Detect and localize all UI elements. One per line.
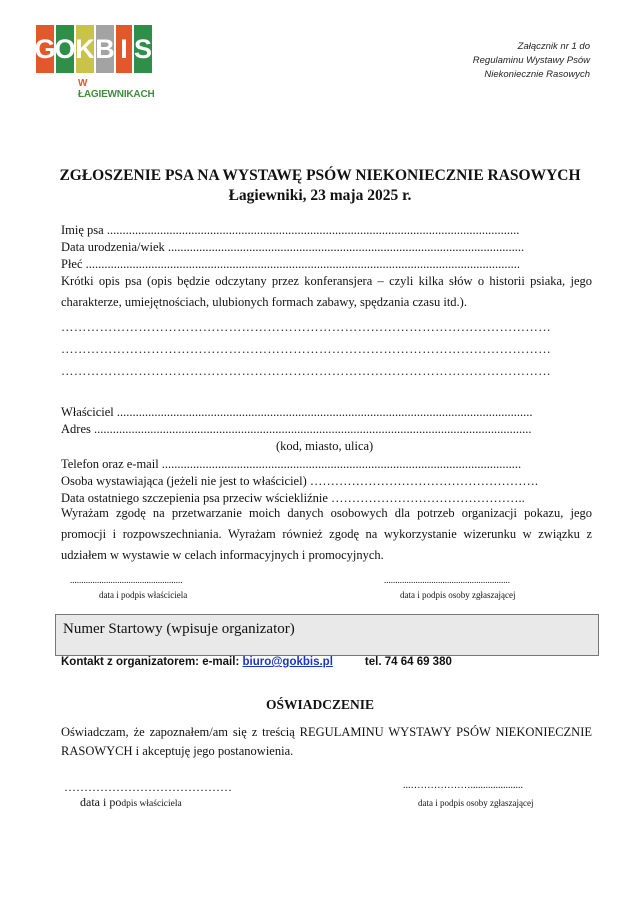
consent-text: Wyrażam zgodę na przetwarzanie moich danych osobowych dla potrzeb organizacji pokazu, jego promocji i rozpowszechniania. Wyrażam również zgodę na wykorzystanie wizerunku w związku z udziałem w wystawie w celach informacyjnych i promocyjnych. bbox=[61, 506, 592, 562]
vaccination-field[interactable]: Data ostatniego szczepienia psa przeciw wściekliźnie ……………………………………….. bbox=[61, 491, 525, 505]
description-line-2[interactable]: …………………………………………………………………………………………………… bbox=[61, 342, 552, 356]
contact-phone: tel. 74 64 69 380 bbox=[364, 656, 452, 668]
gokbis-logo bbox=[34, 25, 155, 100]
birth-age-field[interactable]: Data urodzenia/wiek .................................................................................................................. bbox=[61, 240, 525, 254]
owner-signature-line[interactable]: .................................................. bbox=[70, 575, 183, 585]
attachment-note: Załącznik nr 1 do Regulaminu Wystawy Psów Niekoniecznie Rasowych bbox=[472, 41, 590, 80]
description-line-3[interactable]: …………………………………………………………………………………………………… bbox=[61, 364, 552, 378]
logo-subtitle: W ŁAGIEWNIKACH bbox=[78, 78, 155, 100]
start-number-box bbox=[55, 614, 599, 656]
description-prompt: Krótki opis psa (opis będzie odczytany przez konferansjera – czyli kilka słów o historii psiaka, jego charakterze, umiejętnościach, ulubionych formach zabawy, spędzania czasu itd.). bbox=[61, 274, 592, 309]
logo-letter-s: S bbox=[134, 25, 152, 73]
start-number-label: Numer Startowy (wpisuje organizator) bbox=[63, 621, 295, 637]
email-link[interactable]: biuro@gokbis.pl bbox=[242, 656, 333, 668]
description-line-1[interactable]: …………………………………………………………………………………………………… bbox=[61, 320, 552, 334]
logo-letter-i: I bbox=[116, 25, 132, 73]
logo-letter-b: B bbox=[96, 25, 114, 73]
contact-line: Kontakt z organizatorem: e-mail: biuro@gokbis.pl tel. 74 64 69 380 bbox=[61, 656, 452, 668]
exhibitor-field[interactable]: Osoba wystawiająca (jeżeli nie jest to właściciel) ………………………………………………. bbox=[61, 474, 538, 488]
address-hint: (kod, miasto, ulica) bbox=[276, 439, 374, 453]
applicant-signature-label: data i podpis osoby zgłaszającej bbox=[400, 590, 516, 600]
address-field[interactable]: Adres ............................................................................................................................................ bbox=[61, 422, 532, 436]
applicant-signature-line[interactable]: ........................................................ bbox=[384, 575, 510, 585]
page-title: ZGŁOSZENIE PSA NA WYSTAWĘ PSÓW NIEKONIECZNIE RASOWYCH bbox=[59, 167, 581, 184]
logo-letter-g: G bbox=[36, 25, 54, 73]
declaration-text: Oświadczam, że zapoznałem/am się z treścią REGULAMINU WYSTAWY PSÓW NIEKONIECZNIE RASOWYCH i akceptuję jego postanowienia. bbox=[61, 725, 592, 758]
logo-letter-o: O bbox=[56, 25, 74, 73]
dog-name-field[interactable]: Imię psa .................................................................................................................................... bbox=[61, 223, 520, 237]
declaration-heading: OŚWIADCZENIE bbox=[265, 697, 375, 712]
applicant-signature-line-2[interactable]: ...………………..................... bbox=[403, 780, 523, 791]
applicant-signature-label-2: data i podpis osoby zgłaszającej bbox=[418, 798, 534, 808]
owner-signature-label: data i podpis właściciela bbox=[99, 590, 188, 600]
sex-field[interactable]: Płeć ........................................................................................................................................... bbox=[61, 257, 521, 271]
phone-email-field[interactable]: Telefon oraz e-mail ................................................................................................................... bbox=[61, 457, 522, 471]
owner-field[interactable]: Właściciel ..................................................................................................................................... bbox=[61, 405, 533, 419]
logo-letter-k: K bbox=[76, 25, 94, 73]
owner-signature-label-2: data i podpis właściciela bbox=[80, 795, 182, 809]
owner-signature-line-2[interactable]: …………………………………… bbox=[64, 780, 232, 794]
event-date: Łagiewniki, 23 maja 2025 r. bbox=[228, 187, 412, 204]
logo-letters bbox=[36, 25, 152, 73]
